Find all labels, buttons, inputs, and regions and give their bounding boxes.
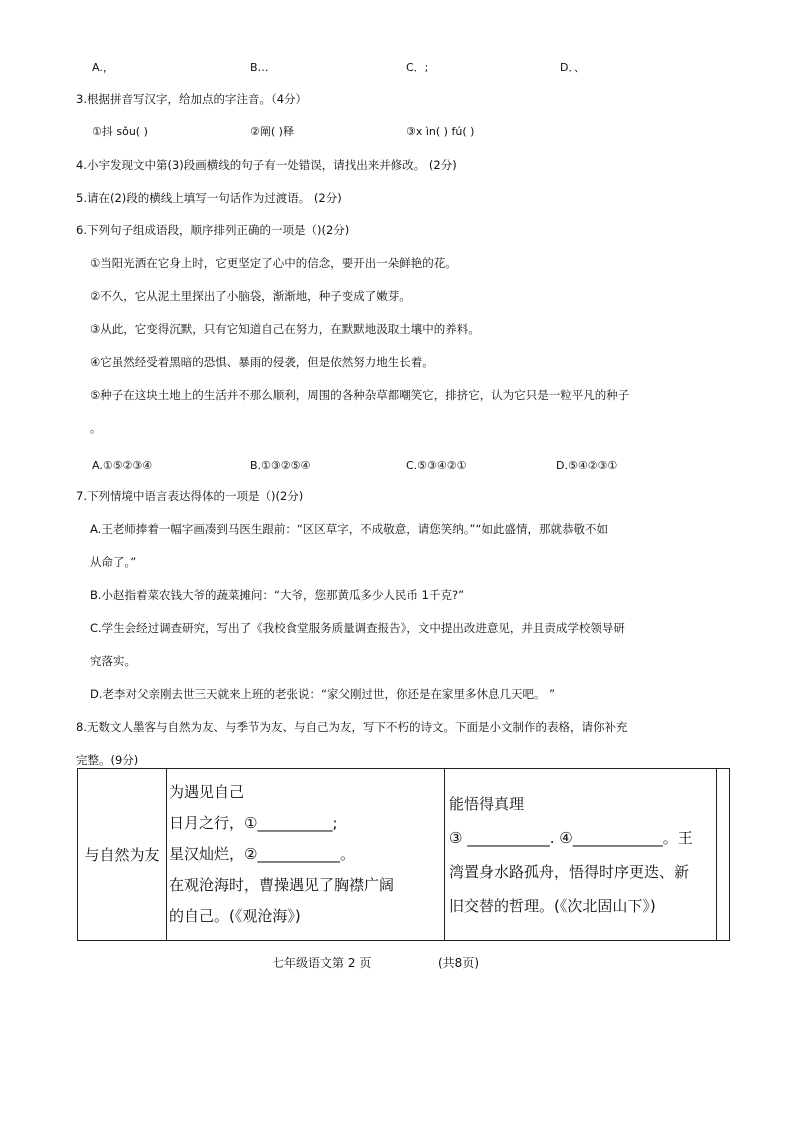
footer-page: 七年级语文第 2 页: [272, 956, 372, 970]
q8-line-1: 8.无数文人墨客与自然为友、与季节为友、与自己为友，写下不朽的诗文。下面是小文制作的表格，请你补充: [76, 720, 628, 734]
q2-option-a: A.，: [92, 61, 114, 74]
q7-option-b: B.小赵指着菜农钱大爷的蔬菜摊问：“大爷，您那黄瓜多少人民币 1千克?”: [90, 588, 465, 602]
table-right-cell: [445, 769, 717, 941]
q3-item-3: ③x ìn( ) fú( ): [406, 125, 475, 138]
q6-option-d: D.⑤④②③①: [556, 459, 618, 472]
table-row-label: 与自然为友: [84, 846, 160, 864]
q5-text: 5.请在(2)段的横线上填写一句话作为过渡语。 (2分): [76, 191, 342, 205]
table-right-line-3: 湾置身水路孤舟，悟得时序更迭、新: [449, 862, 690, 881]
q7-title: 7.下列情境中语言表达得体的一项是（)(2分): [76, 489, 304, 503]
q6-option-a: A.①⑤②③④: [92, 459, 153, 472]
q7-option-c-line1: C.学生会经过调查研究，写出了《我校食堂服务质量调查报告》，文中提出改进意见，并且责成学校领导研: [90, 621, 625, 635]
q7-option-d: D.老李对父亲刚去世三天就来上班的老张说：“家父刚过世，你还是在家里多休息几天吧。 ”: [90, 687, 556, 701]
table-row-label-cell: [78, 769, 167, 941]
table-right-line-2[interactable]: ③ ___________. ④____________。王: [449, 828, 693, 847]
q6-sentence-5: ⑤种子在这块土地上的生活并不那么顺利，周围的各种杂草都嘲笑它，排挤它，认为它只是一粒平凡的种子: [90, 388, 630, 402]
q2-option-b: B…: [250, 61, 269, 74]
footer-total: (共8页): [438, 956, 479, 970]
q2-option-c: C．;: [406, 61, 429, 74]
table-middle-line-2[interactable]: 日月之行，①__________;: [169, 814, 338, 832]
table-right-line-4: 旧交替的哲理。(《次北固山下》): [449, 896, 656, 915]
q6-sentence-3: ③从此，它变得沉默，只有它知道自己在努力，在默默地汲取土壤中的养料。: [90, 322, 480, 336]
table-middle-line-4: 在观沧海时，曹操遇见了胸襟广阔: [169, 876, 395, 894]
q3-title: 3.根据拼音写汉字，给加点的字注音。（4分）: [76, 92, 308, 106]
q6-option-c: C.⑤③④②①: [406, 459, 467, 472]
q6-sentence-4: ④它虽然经受着黑暗的恐惧、暴雨的侵袭，但是依然努力地生长着。: [90, 355, 434, 369]
q7-option-a-line2: 从命了。”: [90, 555, 137, 569]
table-empty-cell: [717, 769, 730, 941]
q6-sentence-5-end: 。: [90, 421, 102, 435]
q6-sentence-1: ①当阳光洒在它身上时，它更坚定了心中的信念，要开出一朵鲜艳的花。: [90, 256, 457, 270]
q2-option-d: D．、: [560, 61, 585, 74]
q3-item-2: ②阐( )释: [250, 125, 294, 138]
table-middle-line-3[interactable]: 星汉灿烂，②___________。: [169, 845, 355, 863]
q6-option-b: B.①③②⑤④: [250, 459, 311, 472]
table-right-line-1: 能悟得真理: [449, 794, 525, 813]
q7-option-a-line1: A.王老师捧着一幅字画凑到马医生跟前：“区区草字，不成敬意，请您笑纳。”“如此盛情，那就恭敬不如: [90, 522, 608, 536]
q4-text: 4.小宇发现文中第(3)段画横线的句子有一处错误，请找出来并修改。 (2分): [76, 158, 457, 172]
q3-item-1: ①抖 sǒu( ): [92, 125, 148, 138]
table-middle-line-1: 为遇见自己: [169, 783, 245, 801]
q8-table: [77, 768, 730, 941]
table-middle-cell: [167, 769, 445, 941]
q8-line-2: 完整。(9分): [76, 753, 139, 767]
q6-sentence-2: ②不久，它从泥土里探出了小脑袋，渐渐地，种子变成了嫩芽。: [90, 289, 411, 303]
q7-option-c-line2: 究落实。: [90, 654, 136, 668]
table-middle-line-5: 的自己。(《观沧海》): [169, 907, 301, 925]
q6-title: 6.下列句子组成语段，顺序排列正确的一项是（)(2分): [76, 223, 350, 237]
